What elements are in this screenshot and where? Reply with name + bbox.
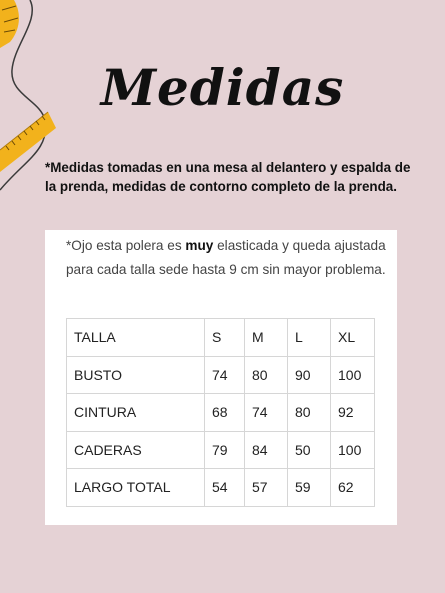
elasticity-note-start: *Ojo esta polera es — [66, 238, 186, 253]
table-cell: 90 — [288, 356, 331, 394]
table-cell: 57 — [245, 469, 288, 507]
table-cell: 74 — [245, 394, 288, 432]
table-cell: 74 — [205, 356, 245, 394]
table-cell: 62 — [331, 469, 375, 507]
table-cell: 80 — [288, 394, 331, 432]
measurement-note: *Medidas tomadas en una mesa al delantero y espalda de la prenda, medidas de contorno completo de la prenda. — [45, 160, 411, 194]
elasticity-note-end: elasticada y queda ajustada para cada talla sede hasta 9 cm sin mayor problema. — [66, 238, 386, 277]
header-cell: L — [288, 319, 331, 357]
table-cell: 84 — [245, 431, 288, 469]
table-cell: 54 — [205, 469, 245, 507]
table-row — [67, 431, 375, 469]
table-cell: 59 — [288, 469, 331, 507]
table-cell: 50 — [288, 431, 331, 469]
table-row — [67, 469, 375, 507]
table-cell: 79 — [205, 431, 245, 469]
table-row — [67, 394, 375, 432]
header-cell: XL — [331, 319, 375, 357]
elasticity-note — [66, 234, 386, 281]
elasticity-note-emphasis: muy — [185, 238, 214, 253]
page-title: Medidas — [100, 58, 345, 117]
table-cell: 68 — [205, 394, 245, 432]
row-label: LARGO TOTAL — [67, 469, 205, 507]
header-cell: S — [205, 319, 245, 357]
table-cell: 80 — [245, 356, 288, 394]
row-label: BUSTO — [67, 356, 205, 394]
table-cell: 92 — [331, 394, 375, 432]
row-label: CADERAS — [67, 431, 205, 469]
row-label: CINTURA — [67, 394, 205, 432]
header-cell: M — [245, 319, 288, 357]
table-cell: 100 — [331, 356, 375, 394]
table-row — [67, 356, 375, 394]
table-cell: 100 — [331, 431, 375, 469]
table-header-row — [67, 319, 375, 357]
size-table — [66, 318, 375, 507]
size-card — [45, 230, 397, 525]
header-cell: TALLA — [67, 319, 205, 357]
